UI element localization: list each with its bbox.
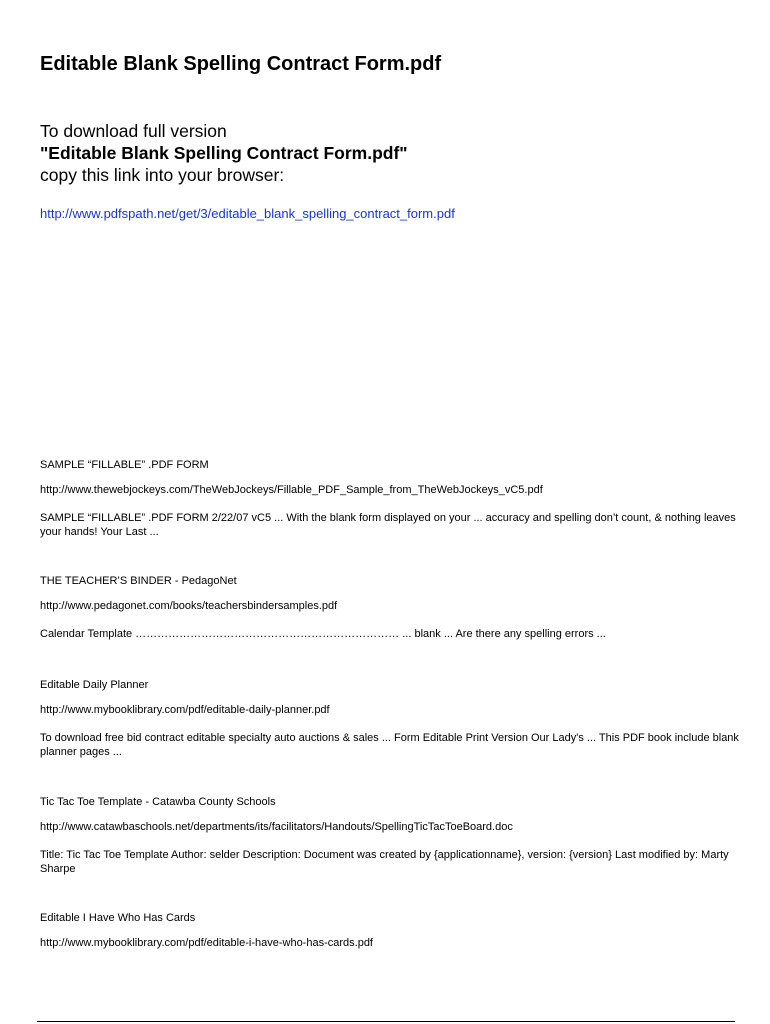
- download-filename: "Editable Blank Spelling Contract Form.pdf": [40, 143, 408, 163]
- document-title: Editable Blank Spelling Contract Form.pdf: [40, 53, 442, 75]
- download-line-3: copy this link into your browser:: [40, 165, 285, 185]
- footer-divider: [37, 1021, 735, 1022]
- download-line-1: To download full version: [40, 121, 227, 141]
- result-url[interactable]: http://www.pedagonet.com/books/teachersbindersamples.pdf: [40, 600, 338, 612]
- result-title: SAMPLE “FILLABLE” .PDF FORM: [40, 459, 209, 471]
- result-item: [40, 574, 745, 641]
- result-title: THE TEACHER’S BINDER - PedagoNet: [40, 575, 237, 587]
- result-snippet: SAMPLE “FILLABLE” .PDF FORM 2/22/07 vC5 ... With the blank form displayed on your ... accuracy and spelling don’t count, & nothing leaves your hands! Your Last ...: [40, 512, 736, 538]
- result-item: [40, 678, 745, 759]
- result-item: [40, 911, 745, 950]
- result-url[interactable]: http://www.mybooklibrary.com/pdf/editable-daily-planner.pdf: [40, 704, 330, 716]
- result-url[interactable]: http://www.thewebjockeys.com/TheWebJockeys/Fillable_PDF_Sample_from_TheWebJockeys_vC5.pdf: [40, 484, 543, 496]
- result-title: Editable Daily Planner: [40, 679, 149, 691]
- download-link[interactable]: http://www.pdfspath.net/get/3/editable_blank_spelling_contract_form.pdf: [40, 206, 455, 221]
- result-title: Tic Tac Toe Template - Catawba County Schools: [40, 796, 276, 808]
- result-title: Editable I Have Who Has Cards: [40, 912, 196, 924]
- result-url[interactable]: http://www.catawbaschools.net/departments/its/facilitators/Handouts/SpellingTicTacToeBoard.doc: [40, 821, 513, 833]
- result-snippet: Calendar Template ……………………………………………………………… ... blank ... Are there any spelling errors ...: [40, 628, 606, 640]
- download-instructions: [40, 120, 408, 186]
- result-snippet: Title: Tic Tac Toe Template Author: selder Description: Document was created by {applicationname}, version: {version} Last modified by: Marty Sharpe: [40, 849, 729, 875]
- result-url[interactable]: http://www.mybooklibrary.com/pdf/editable-i-have-who-has-cards.pdf: [40, 937, 373, 949]
- result-snippet: To download free bid contract editable specialty auto auctions & sales ... Form Editable Print Version Our Lady's ... This PDF book include blank planner pages ...: [40, 732, 739, 758]
- result-item: [40, 458, 745, 539]
- result-item: [40, 795, 745, 876]
